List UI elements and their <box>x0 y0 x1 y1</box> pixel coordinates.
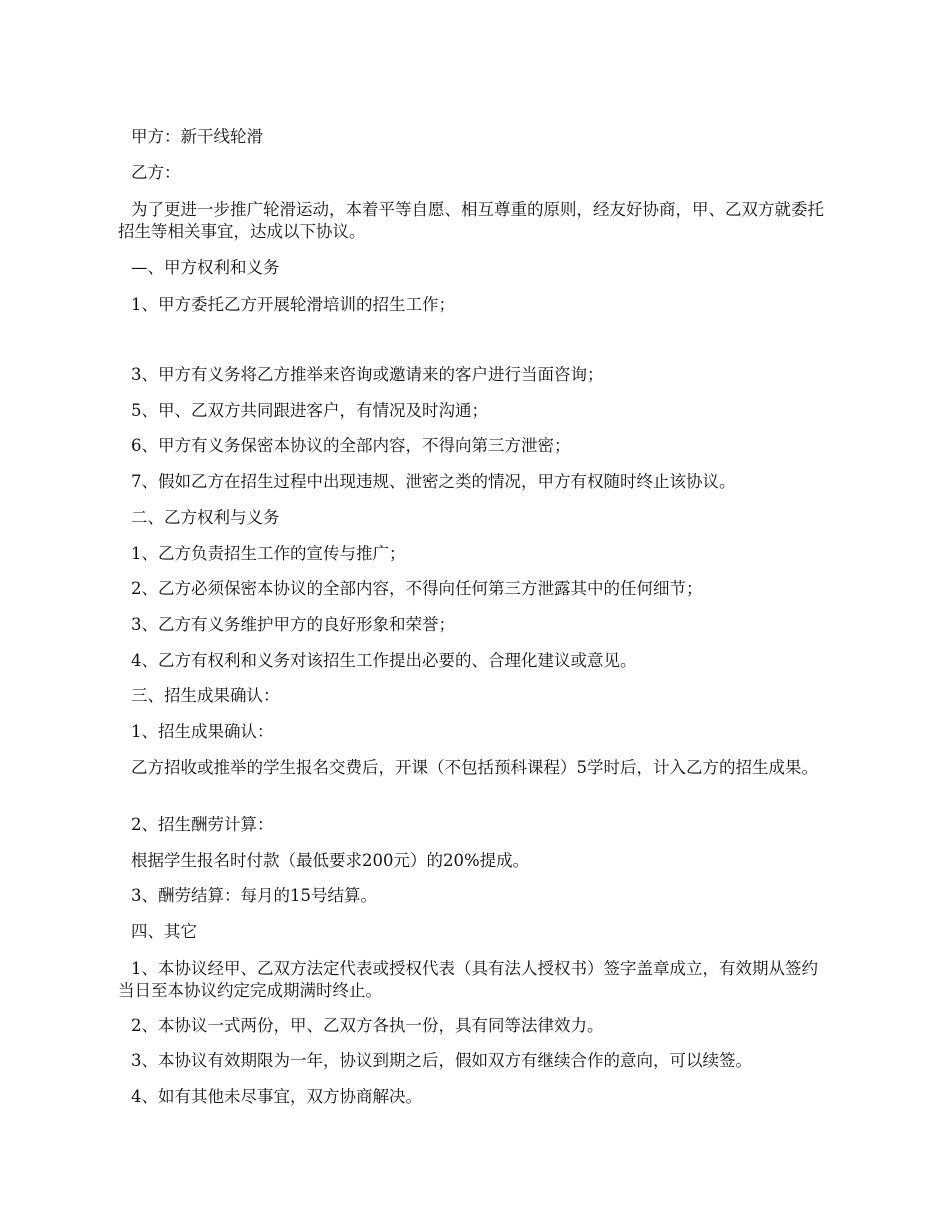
clause-3-2-title: 2、招生酬劳计算： <box>131 815 274 834</box>
section-1-heading: —、甲方权利和义务 <box>131 258 280 277</box>
section-2-heading: 二、乙方权利与义务 <box>131 508 280 527</box>
clause-1-5: 5、甲、乙双方共同跟进客户，有情况及时沟通； <box>131 401 488 420</box>
clause-4-1: 1、本协议经甲、乙双方法定代表或授权代表（具有法人授权书）签字盖章成立，有效期从签约当日至本协议约定完成期满时终止。 <box>118 959 818 1000</box>
clause-4-2: 2、本协议一式两份，甲、乙双方各执一份，具有同等法律效力。 <box>131 1016 604 1035</box>
clause-3-2-body: 根据学生报名时付款（最低要求200元）的20%提成。 <box>131 851 530 870</box>
section-3-heading: 三、招生成果确认： <box>131 686 280 705</box>
clause-2-3: 3、乙方有义务维护甲方的良好形象和荣誉； <box>131 615 455 634</box>
clause-1-3: 3、甲方有义务将乙方推举来咨询或邀请来的客户进行当面咨询； <box>131 365 604 384</box>
clause-1-7: 7、假如乙方在招生过程中出现违规、泄密之类的情况，甲方有权随时终止该协议。 <box>131 472 736 491</box>
clause-1-1: 1、甲方委托乙方开展轮滑培训的招生工作； <box>131 295 455 314</box>
preamble-paragraph: 为了更进一步推广轮滑运动，本着平等自愿、相互尊重的原则，经友好协商，甲、乙双方就委托招生等相关事宜，达成以下协议。 <box>118 200 824 241</box>
section-4-heading: 四、其它 <box>131 922 197 941</box>
party-b-line: 乙方： <box>131 163 181 182</box>
clause-4-4: 4、如有其他未尽事宜，双方协商解决。 <box>131 1087 422 1106</box>
clause-4-3: 3、本协议有效期限为一年，协议到期之后，假如双方有继续合作的意向，可以续签。 <box>131 1051 752 1070</box>
clause-3-1-title: 1、招生成果确认： <box>131 722 274 741</box>
clause-2-4: 4、乙方有权利和义务对该招生工作提出必要的、合理化建议或意见。 <box>131 651 637 670</box>
clause-2-2: 2、乙方必须保密本协议的全部内容，不得向任何第三方泄露其中的任何细节； <box>131 579 703 598</box>
party-a-line: 甲方：新干线轮滑 <box>131 127 263 146</box>
clause-3-3: 3、酬劳结算：每月的15号结算。 <box>131 886 377 905</box>
clause-3-1-body: 乙方招收或推举的学生报名交费后，开课（不包括预科课程）5学时后，计入乙方的招生成果。 <box>131 758 818 777</box>
clause-1-6: 6、甲方有义务保密本协议的全部内容，不得向第三方泄密； <box>131 436 571 455</box>
clause-2-1: 1、乙方负责招生工作的宣传与推广； <box>131 544 406 563</box>
